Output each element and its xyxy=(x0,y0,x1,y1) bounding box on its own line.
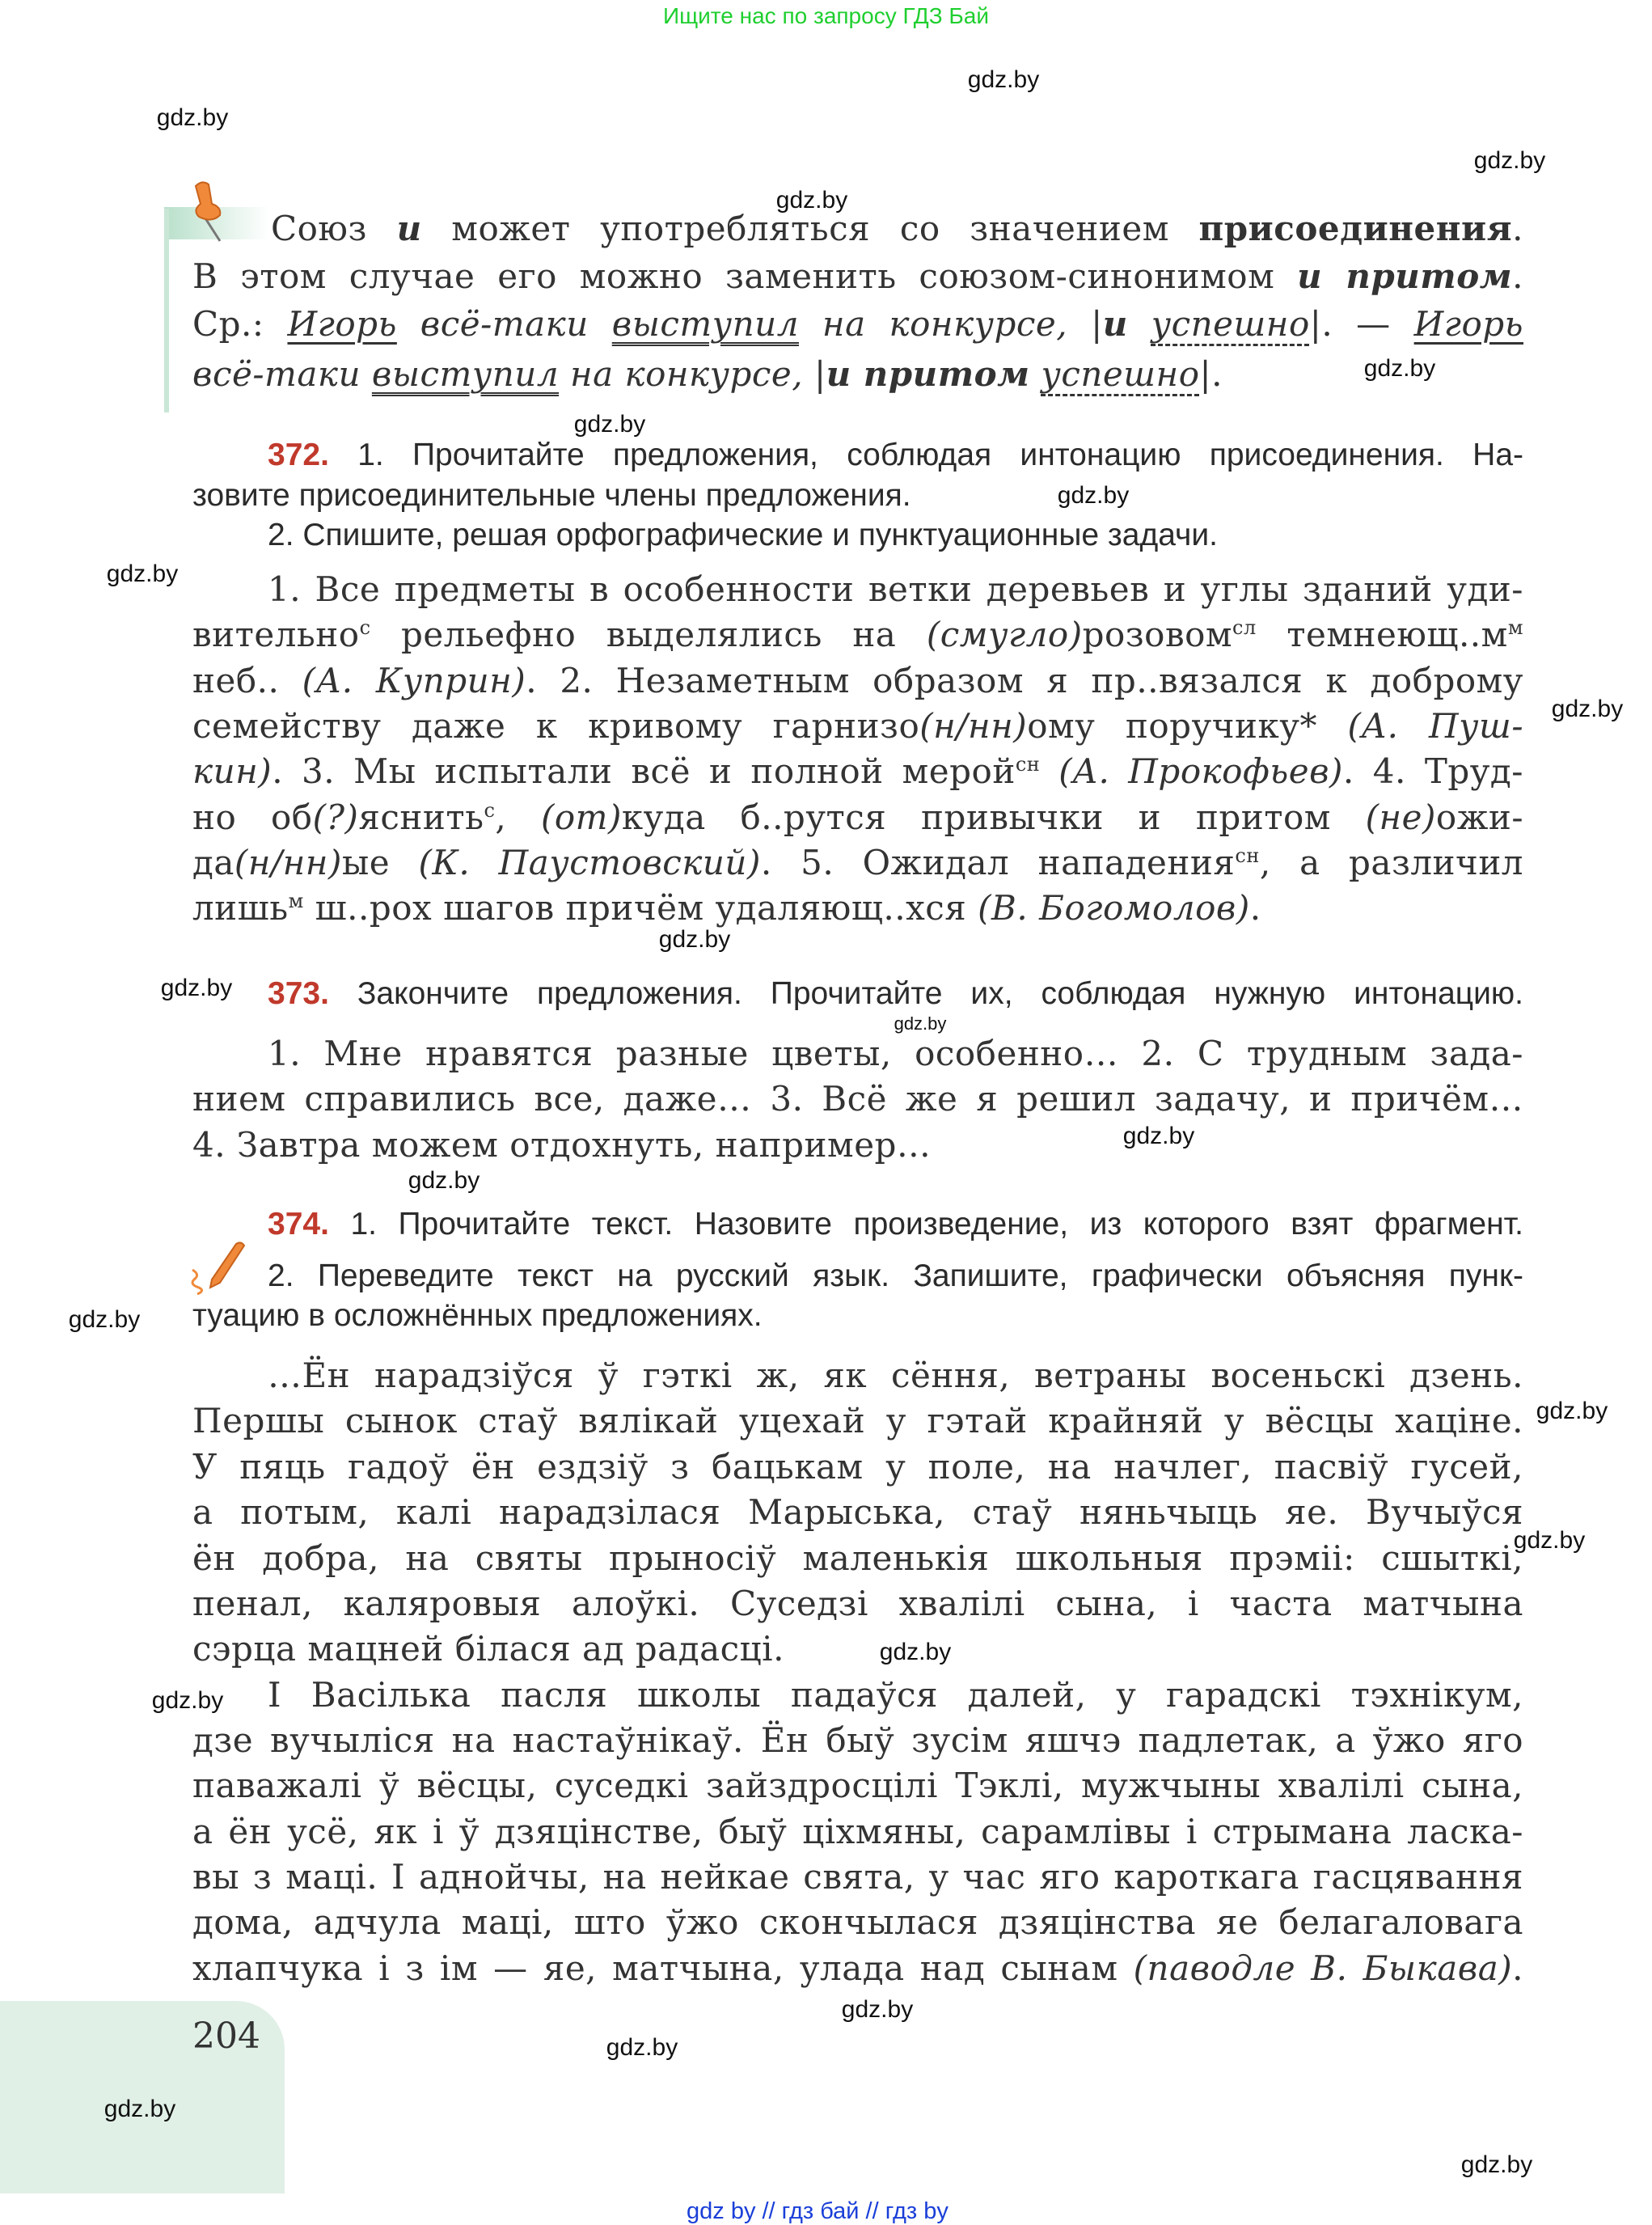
text-segment: В этом случае его можно заменить союзом-синонимом xyxy=(192,256,1298,296)
text-segment: на конкурсе, xyxy=(559,354,814,394)
watermark: gdz.by xyxy=(1536,1398,1608,1424)
text-segment: 1. Прочитайте предложения, соблюдая интонацию присоединения. На- xyxy=(328,438,1523,472)
text-segment: а ён усё, як і ў дзяцінстве, быў ціхмяны, сарамлівы і стрымана ласка- xyxy=(192,1812,1523,1851)
text-segment: неб.. xyxy=(192,661,302,700)
text-segment: дома, адчула маці, што ўжо скончылася дзяцінства яе белагаловага xyxy=(192,1902,1523,1942)
watermark: gdz.by xyxy=(1122,1123,1195,1149)
text-segment: вительно xyxy=(192,615,360,654)
text-segment: ш..рох шагов причём удаляющ..хся xyxy=(303,888,978,928)
text-segment: (А. Прокофьев) xyxy=(1058,751,1343,791)
exercise-372-text xyxy=(192,658,1523,704)
text-segment: . xyxy=(1512,256,1523,296)
text-segment: розовом xyxy=(1082,615,1233,654)
text-segment: (н/нн) xyxy=(919,706,1028,746)
text-segment: . xyxy=(1512,1948,1523,1988)
watermark: gdz.by xyxy=(1363,355,1436,382)
exercise-374-text xyxy=(192,1536,1523,1581)
watermark: gdz.by xyxy=(1473,147,1546,174)
exercise-372-text xyxy=(192,704,1523,749)
exercise-374-task xyxy=(268,1202,1523,1247)
exercise-372-task xyxy=(268,433,1523,478)
exercise-374-text xyxy=(192,1763,1523,1808)
exercise-374-text xyxy=(192,1445,1523,1490)
rule-line xyxy=(192,352,1523,397)
text-segment: , а различил xyxy=(1259,843,1523,882)
text-segment: |. — xyxy=(1309,304,1414,344)
text-segment: Ср.: xyxy=(192,304,288,344)
exercise-374-text xyxy=(192,1490,1523,1535)
text-segment: выступил xyxy=(611,304,799,344)
text-segment: . 4. Труд- xyxy=(1342,751,1523,791)
text-segment: но об xyxy=(192,797,313,837)
search-banner[interactable]: Ищите нас по запросу ГДЗ Бай xyxy=(662,3,990,28)
text-segment: 4. Завтра можем отдохнуть, например… xyxy=(192,1125,932,1165)
text-segment: рельефно выделялись на xyxy=(370,615,927,654)
text-segment: (смугло) xyxy=(926,615,1083,654)
exercise-372-task xyxy=(192,473,1523,518)
exercise-373-text xyxy=(192,1123,1523,1168)
text-segment xyxy=(1030,354,1041,394)
text-segment: сн xyxy=(1015,753,1041,776)
exercise-374-task xyxy=(192,1293,1523,1339)
text-segment: может употребляться со значением xyxy=(421,209,1199,248)
text-segment: пенал, каляровыя алоўкі. Суседзі хвалілі сына, і часта матчына xyxy=(192,1584,1523,1623)
text-segment: успешно xyxy=(1041,354,1200,394)
watermark: gdz.by xyxy=(160,975,233,1001)
watermark: gdz.by xyxy=(104,2096,176,2122)
text-segment: (К. Паустовский) xyxy=(418,843,761,882)
exercise-number: 373. xyxy=(268,976,329,1011)
watermark: gdz.by xyxy=(151,1687,224,1714)
text-segment: ые xyxy=(341,843,419,882)
text-segment: 1. Прочитайте текст. Назовите произведение, из которого взят фрагмент. xyxy=(328,1207,1523,1242)
text-segment: и xyxy=(396,209,422,248)
watermark: gdz.by xyxy=(408,1167,480,1194)
text-segment: Игорь xyxy=(1413,304,1524,344)
text-segment: яснить xyxy=(358,797,484,837)
exercise-372-text xyxy=(192,795,1523,840)
watermark: gdz.by xyxy=(106,560,179,587)
watermark: gdz.by xyxy=(1513,1527,1586,1554)
watermark: gdz.by xyxy=(606,2034,678,2061)
exercise-374-text xyxy=(192,1900,1523,1945)
text-segment: Закончите предложения. Прочитайте их, соблюдая нужную интонацию. xyxy=(328,976,1523,1011)
text-segment: темнеющ..м xyxy=(1256,615,1508,654)
exercise-374-text xyxy=(192,1946,1523,1991)
rule-line xyxy=(271,206,1523,252)
pen-icon xyxy=(188,1237,251,1297)
text-segment: ён добра, на святы прыносіў маленькія школьныя прэміі: сшыткі, xyxy=(192,1538,1523,1578)
text-segment: 2. Переведите текст на русский язык. Запишите, графически объясняя пунк- xyxy=(268,1258,1523,1293)
text-segment: сл xyxy=(1232,616,1257,639)
text-segment: (паводле В. Быкава) xyxy=(1133,1948,1513,1988)
exercise-373-text xyxy=(268,1031,1523,1077)
exercise-372-text xyxy=(192,612,1523,658)
text-segment: паважалі ў вёсцы, суседкі зайздросцілі Тэклі, мужчыны хвалілі сына, xyxy=(192,1766,1523,1805)
text-segment: . xyxy=(1512,209,1523,248)
text-segment: (В. Богомолов) xyxy=(978,888,1250,928)
text-segment: куда б..рутся привычки и притом xyxy=(621,797,1366,837)
text-segment: . xyxy=(1249,888,1261,928)
watermark: gdz.by xyxy=(156,104,229,131)
text-segment: на конкурсе, xyxy=(798,304,1092,344)
text-segment: , xyxy=(495,797,541,837)
text-segment: всё-таки xyxy=(192,354,372,394)
exercise-372-task xyxy=(268,513,1523,558)
text-segment: и xyxy=(1102,304,1128,344)
text-segment: сэрца мацней білася ад радасці. xyxy=(192,1629,784,1669)
watermark: gdz.by xyxy=(894,1013,947,1034)
exercise-374-text xyxy=(268,1673,1523,1718)
text-segment: . 2. Незаметным образом я пр..вязался к доброму xyxy=(526,661,1523,700)
watermark: gdz.by xyxy=(573,411,646,438)
text-segment: туацию в осложнённых предложениях. xyxy=(192,1298,763,1333)
text-segment: Союз xyxy=(271,209,397,248)
text-segment: м xyxy=(1507,616,1523,639)
watermark: gdz.by xyxy=(775,187,848,214)
pushpin-icon xyxy=(184,180,241,244)
text-segment: 2. Спишите, решая орфографические и пунктуационные задачи. xyxy=(268,518,1218,552)
text-segment: и притом xyxy=(1297,256,1513,296)
text-segment: хлапчука і з ім — яе, матчына, улада над сынам xyxy=(192,1948,1134,1988)
text-segment: нием справились все, даже… 3. Всё же я решил задачу, и причём… xyxy=(192,1079,1523,1119)
text-segment: Першы сынок стаў вялікай уцехай у гэтай крайняй у вёсцы хаціне. xyxy=(192,1401,1523,1440)
rule-sidebar-line xyxy=(164,209,169,412)
exercise-372-text xyxy=(192,886,1523,931)
text-segment: | xyxy=(1091,304,1103,344)
text-segment: м xyxy=(288,890,304,912)
text-segment: да xyxy=(192,843,234,882)
exercise-374-text xyxy=(192,1626,1523,1672)
exercise-373-task xyxy=(268,971,1523,1017)
text-segment: успешно xyxy=(1151,304,1310,344)
text-segment: кин) xyxy=(192,751,273,791)
text-segment: | xyxy=(813,354,826,394)
text-segment: лишь xyxy=(192,888,289,928)
text-segment: ому поручику* xyxy=(1027,706,1348,746)
text-segment: |. xyxy=(1199,354,1223,394)
exercise-374-text xyxy=(268,1353,1523,1398)
watermark: gdz.by xyxy=(841,1996,914,2023)
text-segment: Игорь xyxy=(287,304,397,344)
text-segment: присоединения xyxy=(1198,209,1513,248)
text-segment: У пяць гадоў ён ездзіў з бацькам у поле, на начлег, пасвіў гусей, xyxy=(192,1447,1523,1487)
watermark: gdz.by xyxy=(967,66,1040,93)
watermark: gdz.by xyxy=(658,926,731,953)
exercise-372-text xyxy=(192,840,1523,886)
exercise-number: 372. xyxy=(268,438,329,472)
text-segment: 1. Все предметы в особенности ветки деревьев и углы зданий уди- xyxy=(268,569,1523,609)
exercise-374-text xyxy=(192,1718,1523,1763)
watermark: gdz.by xyxy=(879,1639,952,1665)
rule-line xyxy=(192,254,1523,299)
text-segment: а потым, калі нарадзілася Марыська, стаў няньчыць яе. Вучыўся xyxy=(192,1492,1523,1532)
text-segment: (н/нн) xyxy=(234,843,342,882)
text-segment xyxy=(1040,751,1058,791)
text-segment: (не) xyxy=(1365,797,1436,837)
text-segment: с xyxy=(484,799,496,822)
exercise-374-text xyxy=(192,1398,1523,1444)
exercise-372-text xyxy=(268,567,1523,612)
page-number: 204 xyxy=(192,2016,260,2057)
exercise-374-text xyxy=(192,1855,1523,1900)
text-segment: (А. Куприн) xyxy=(302,661,526,700)
exercise-374-text xyxy=(192,1581,1523,1626)
watermark: gdz.by xyxy=(68,1306,141,1333)
text-segment: (А. Пуш- xyxy=(1347,706,1524,746)
exercise-374-text xyxy=(192,1809,1523,1855)
watermark: gdz.by xyxy=(1551,696,1624,722)
text-segment: зовите присоединительные члены предложения. xyxy=(192,478,911,513)
text-segment: семейству даже к кривому гарнизо xyxy=(192,706,920,746)
text-segment: дзе вучыліся на настаўнікаў. Ён быў зусім яшчэ падлетак, а ўжо яго xyxy=(192,1720,1523,1760)
text-segment: всё-таки xyxy=(396,304,612,344)
text-segment: (от) xyxy=(540,797,622,837)
exercise-number: 374. xyxy=(268,1207,329,1242)
text-segment: сн xyxy=(1235,844,1260,867)
footer-links[interactable]: gdz by // гдз бай // гдз by xyxy=(687,2198,949,2224)
text-segment: вы з маці. І аднойчы, на нейкае свята, у час яго кароткага гасцявання xyxy=(192,1857,1523,1897)
exercise-373-text xyxy=(192,1077,1523,1122)
text-segment: ожи- xyxy=(1435,797,1524,837)
text-segment: выступил xyxy=(371,354,560,394)
text-segment: І Васілька пасля школы падаўся далей, у гарадскі тэхнікум, xyxy=(268,1675,1523,1715)
watermark: gdz.by xyxy=(1460,2151,1533,2178)
exercise-374-task xyxy=(268,1254,1523,1299)
watermark: gdz.by xyxy=(1057,482,1130,509)
text-segment: . 5. Ожидал нападения xyxy=(760,843,1236,882)
text-segment: 1. Мне нравятся разные цветы, особенно… 2. С трудным зада- xyxy=(268,1034,1523,1073)
text-segment xyxy=(1128,304,1151,344)
rule-line xyxy=(192,302,1523,347)
text-segment: . 3. Мы испытали всё и полной мерой xyxy=(272,751,1016,791)
text-segment: с xyxy=(359,616,371,639)
text-segment: и притом xyxy=(826,354,1030,394)
text-segment: (?) xyxy=(312,797,359,837)
exercise-372-text xyxy=(192,749,1523,794)
text-segment: …Ён нарадзіўся ў гэткі ж, як сёння, ветраны восеньскі дзень. xyxy=(268,1356,1523,1395)
